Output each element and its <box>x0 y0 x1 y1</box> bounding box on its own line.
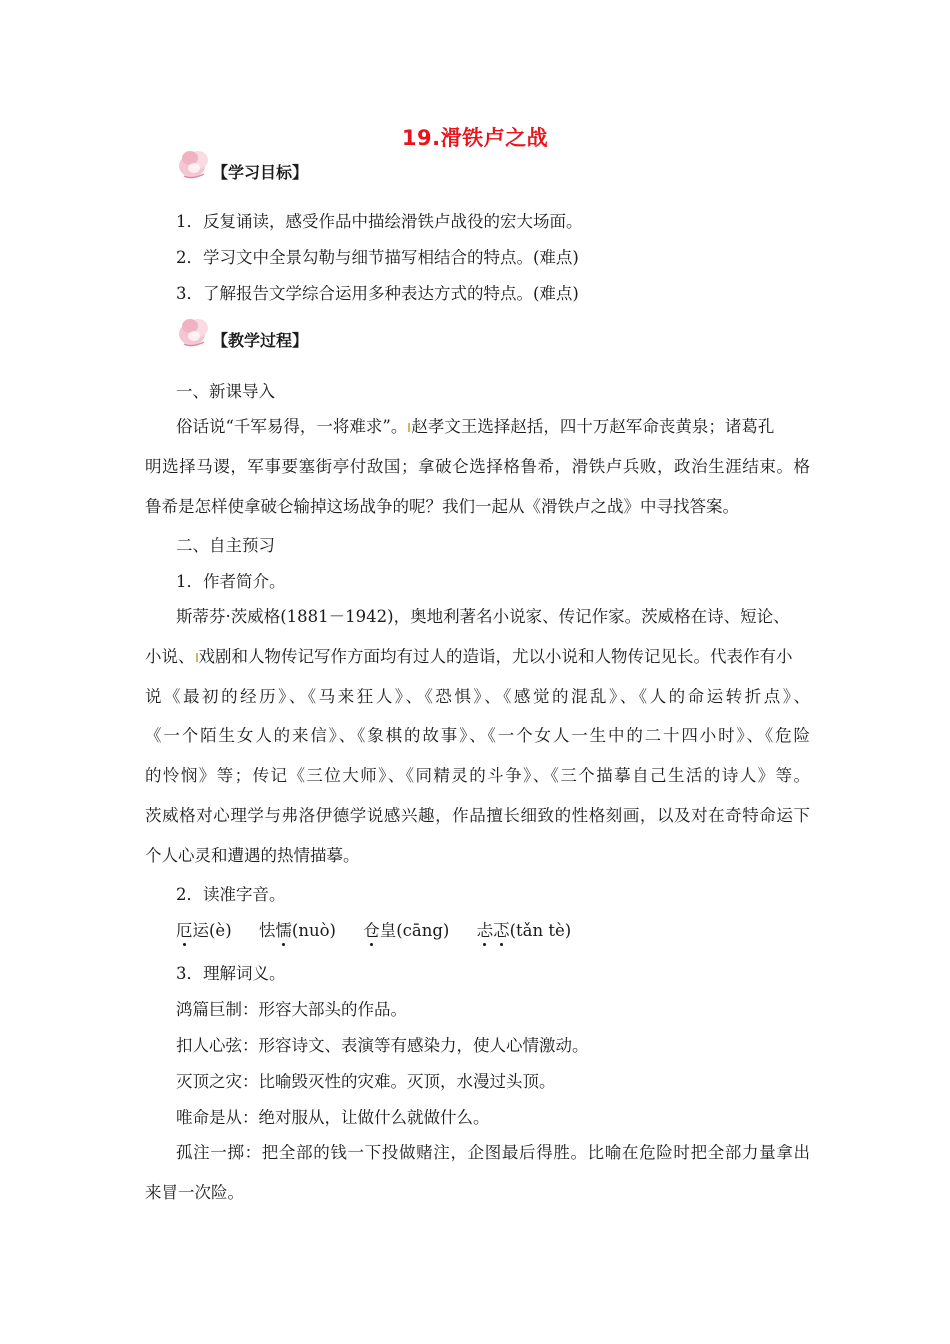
dotted-char: 忑 <box>493 921 510 940</box>
text-span: 戏剧和人物传记写作方面均有过人的造诣，尤以小说和人物传记见长。代表作有小 <box>198 647 793 666</box>
pronunciation-item <box>363 921 449 940</box>
dotted-char: 忐 <box>476 921 494 940</box>
page-title: 19.滑铁卢之战 <box>401 126 549 150</box>
dotted-char: 懦 <box>275 921 292 940</box>
heading-self-study: 二、自主预习 <box>176 536 275 555</box>
dotted-char: 仓 <box>363 921 380 940</box>
section-label-process: 【教学过程】 <box>212 331 309 350</box>
text-span: (nuò) <box>291 921 336 940</box>
text-span: 运(è) <box>192 921 232 940</box>
paragraph-line: 的怜悯》等；传记《三位大师》、《同精灵的斗争》、《三个描摹自己生活的诗人》等。 <box>145 766 810 785</box>
pronunciation-item <box>176 921 232 940</box>
dotted-char: 厄 <box>176 921 193 940</box>
section-label-goals: 【学习目标】 <box>212 163 309 182</box>
text-span: (tǎn tè) <box>509 921 572 940</box>
paragraph-line: 个人心灵和遭遇的热情描摹。 <box>145 846 360 865</box>
paragraph-line: 斯蒂芬·茨威格(1881－1942)，奥地利著名小说家、传记作家。茨威格在诗、短论、 <box>176 607 790 626</box>
flower-icon <box>178 314 212 350</box>
paragraph-line: 鲁希是怎样使拿破仑输掉这场战争的呢？我们一起从《滑铁卢之战》中寻找答案。 <box>145 497 739 516</box>
vocab-item: 鸿篇巨制：形容大部头的作品。 <box>176 1000 407 1019</box>
heading-new-lesson: 一、新课导入 <box>176 382 275 401</box>
heading-vocabulary: 3．理解词义。 <box>176 964 286 983</box>
vocab-item: 唯命是从：绝对服从，让做什么就做什么。 <box>176 1108 490 1127</box>
decorative-mark <box>196 653 198 662</box>
vocab-item: 来冒一次险。 <box>145 1183 244 1202</box>
text-span: 小说、 <box>145 647 195 666</box>
text-span: 皇(cāng) <box>379 921 450 940</box>
paragraph-line: 说《最初的经历》、《马来狂人》、《恐惧》、《感觉的混乱》、《人的命运转折点》、 <box>145 687 810 706</box>
text-span: 怯 <box>258 921 276 940</box>
heading-author: 1．作者简介。 <box>176 572 286 591</box>
goal-item: 1．反复诵读，感受作品中描绘滑铁卢战役的宏大场面。 <box>176 212 583 231</box>
pronunciation-item <box>477 921 572 940</box>
vocab-item: 孤注一掷：把全部的钱一下投做赌注，企图最后得胜。比喻在危险时把全部力量拿出 <box>176 1143 810 1162</box>
text-span: 赵孝文王选择赵括，四十万赵军命丧黄泉；诸葛孔 <box>411 417 775 436</box>
paragraph-line: 明选择马谡，军事要塞街亭付敌国；拿破仑选择格鲁希，滑铁卢兵败，政治生涯结束。格 <box>145 457 810 476</box>
flower-icon <box>178 146 212 182</box>
paragraph-line <box>145 646 810 668</box>
vocab-item: 灭顶之灾：比喻毁灭性的灾难。灭顶，水漫过头顶。 <box>176 1072 556 1091</box>
paragraph-line <box>176 416 806 438</box>
pronunciation-item <box>259 921 336 940</box>
pronunciation-row <box>176 920 841 942</box>
text-span: 俗话说“千军易得，一将难求”。 <box>176 417 408 436</box>
paragraph-line: 茨威格对心理学与弗洛伊德学说感兴趣，作品擅长细致的性格刻画，以及对在奇特命运下 <box>145 806 810 825</box>
vocab-item: 扣人心弦：形容诗文、表演等有感染力，使人心情激动。 <box>176 1036 589 1055</box>
goal-item: 2．学习文中全景勾勒与细节描写相结合的特点。(难点) <box>176 248 579 267</box>
goal-item: 3．了解报告文学综合运用多种表达方式的特点。(难点) <box>176 284 579 303</box>
paragraph-line: 《一个陌生女人的来信》、《象棋的故事》、《一个女人一生中的二十四小时》、《危险 <box>145 726 810 745</box>
heading-pronunciation: 2．读准字音。 <box>176 885 286 904</box>
